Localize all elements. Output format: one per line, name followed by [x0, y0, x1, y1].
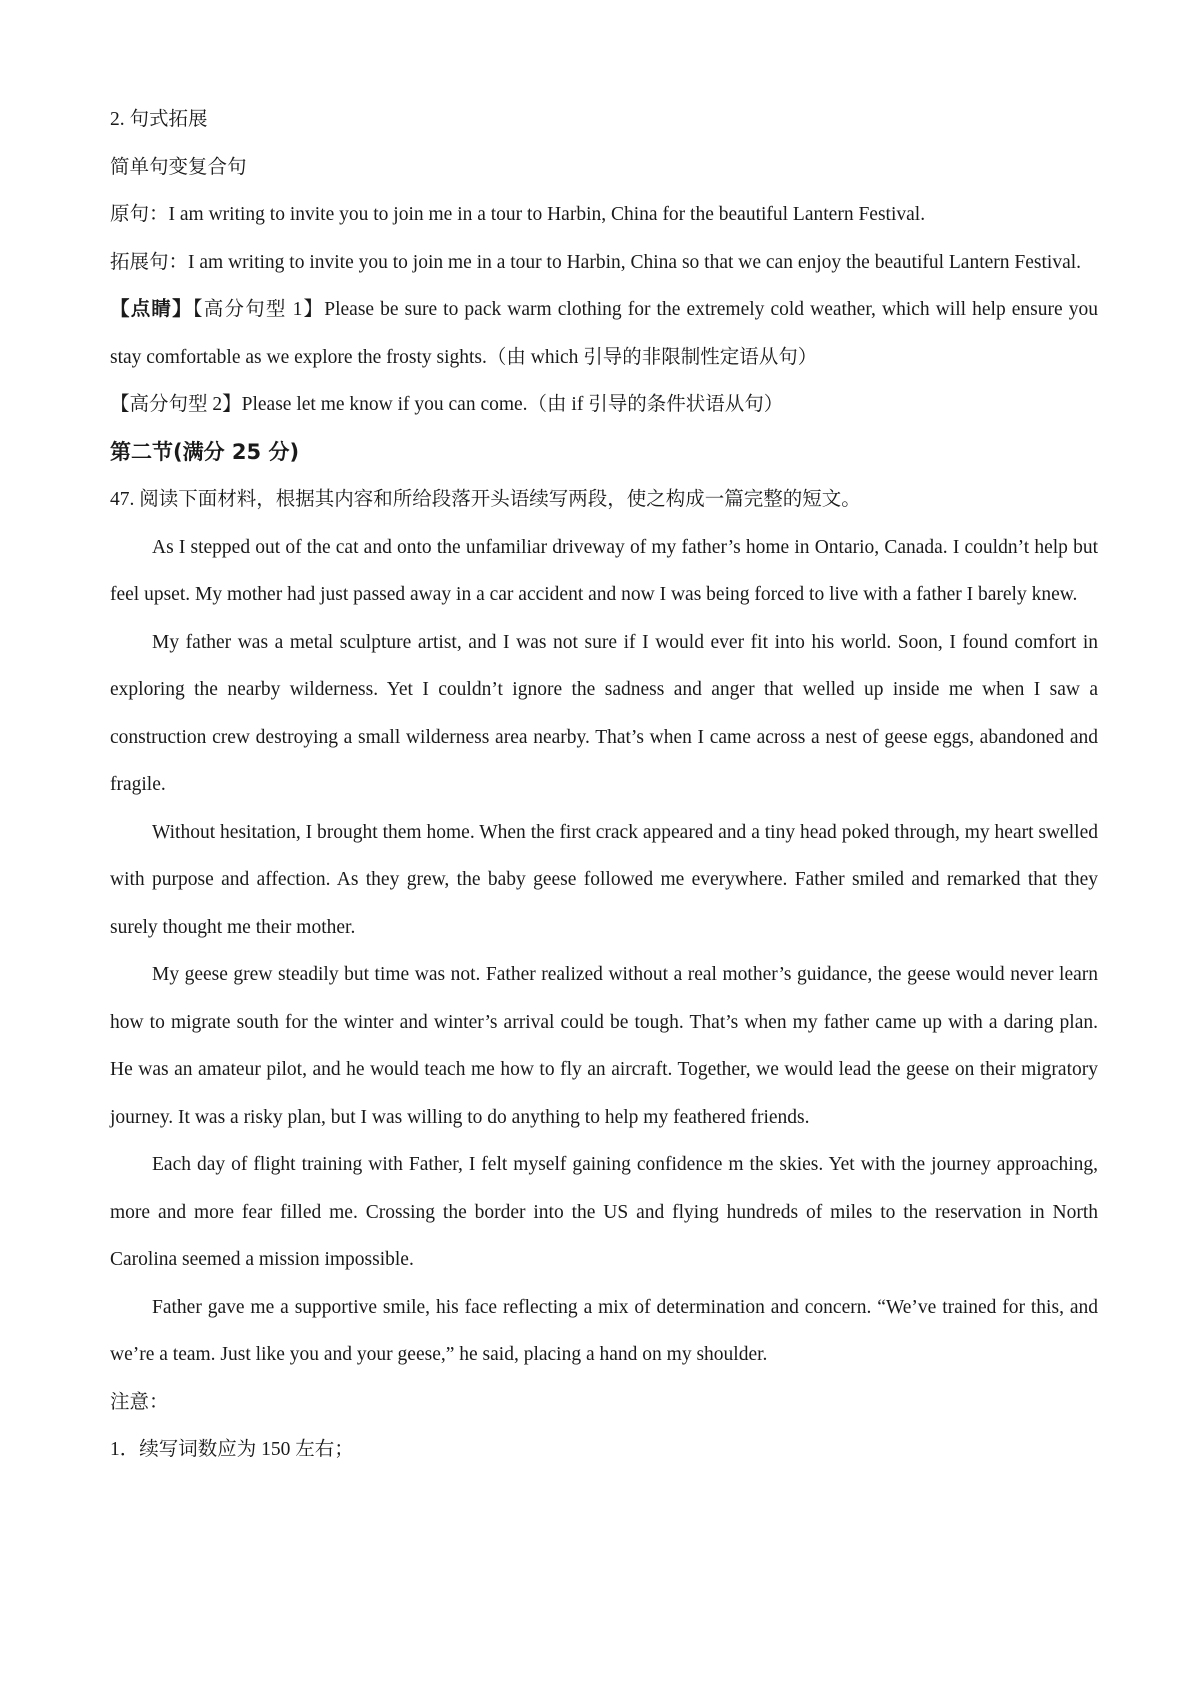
tip-1 [110, 286, 1098, 381]
story-paragraph-6: Father gave me a supportive smile, his face reflecting a mix of determination and concern. “We’ve trained for this, and we’re a team. Just like you and your geese,” he said, placing a hand on my shoulder. [110, 1296, 1098, 1365]
note-1: 1．续写词数应为 150 左右； [110, 1439, 354, 1460]
story-paragraph-3: Without hesitation, I brought them home. When the first crack appeared and a tiny head poked through, my heart swelled with purpose and affection. As they grew, the baby geese followed me everywhere. Father smiled and remarked that they surely thought me their mother. [110, 821, 1098, 938]
expanded-text: I am writing to invite you to join me in a tour to Harbin, China so that we can enjoy the beautiful Lantern Festival. [188, 251, 1082, 273]
tip-2-text: Please let me know if you can come.（由 if 引导的条件状语从句） [241, 394, 784, 415]
document-page [110, 96, 1098, 1474]
question-47: 47. 阅读下面材料，根据其内容和所给段落开头语续写两段，使之构成一篇完整的短文。 [110, 489, 861, 510]
expanded-sentence [110, 239, 1098, 287]
story-paragraph-1: As I stepped out of the cat and onto the unfamiliar driveway of my father’s home in Ontario, Canada. I couldn’t help but feel upset. My mother had just passed away in a car accident and now I was being forced to live with a father I barely knew. [110, 536, 1098, 605]
tip-1-label-a: 【点睛】 [110, 299, 193, 320]
expanded-label: 拓展句： [110, 251, 189, 273]
section-two-heading: 第二节(满分 25 分) [110, 439, 300, 464]
story-paragraph-4: My geese grew steadily but time was not. Father realized without a real mother’s guidance, the geese would never learn how to migrate south for the winter and winter’s arrival could be tough. That’s when my father came up with a daring plan. He was an amateur pilot, and he would teach me how to fly an aircraft. Together, we would lead the geese on their migratory journey. It was a risky plan, but I was willing to do anything to help my feathered friends. [110, 964, 1098, 1128]
tip-1-label-b: 【高分句型 1】 [192, 299, 325, 320]
story-paragraph-2: My father was a metal sculpture artist, and I was not sure if I would ever fit into his world. Soon, I found comfort in exploring the nearby wilderness. Yet I couldn’t ignore the sadness and anger that welled up inside me when I saw a construction crew destroying a small wilderness area nearby. That’s when I came across a nest of geese eggs, abandoned and fragile. [110, 631, 1098, 795]
notes-label: 注意： [110, 1391, 169, 1413]
original-text: I am writing to invite you to join me in a tour to Harbin, China for the beautiful Lantern Festival. [168, 204, 926, 225]
section-subtitle: 简单句变复合句 [110, 156, 247, 178]
section-title: 2. 句式拓展 [110, 109, 208, 130]
tip-1-text: Please be sure to pack warm clothing for the extremely cold weather, which will help ensure you stay comfortable as we explore the frosty sights.（由 which 引导的非限制性定语从句） [110, 299, 1098, 368]
tip-2 [110, 381, 1098, 429]
story-paragraph-5: Each day of flight training with Father, I felt myself gaining confidence m the skies. Yet with the journey approaching, more and more fear filled me. Crossing the border into the US and flying hundreds of miles to the reservation in North Carolina seemed a mission impossible. [110, 1154, 1098, 1270]
original-sentence [110, 191, 1098, 239]
original-label: 原句： [110, 204, 169, 225]
tip-2-label: 【高分句型 2】 [110, 394, 242, 415]
